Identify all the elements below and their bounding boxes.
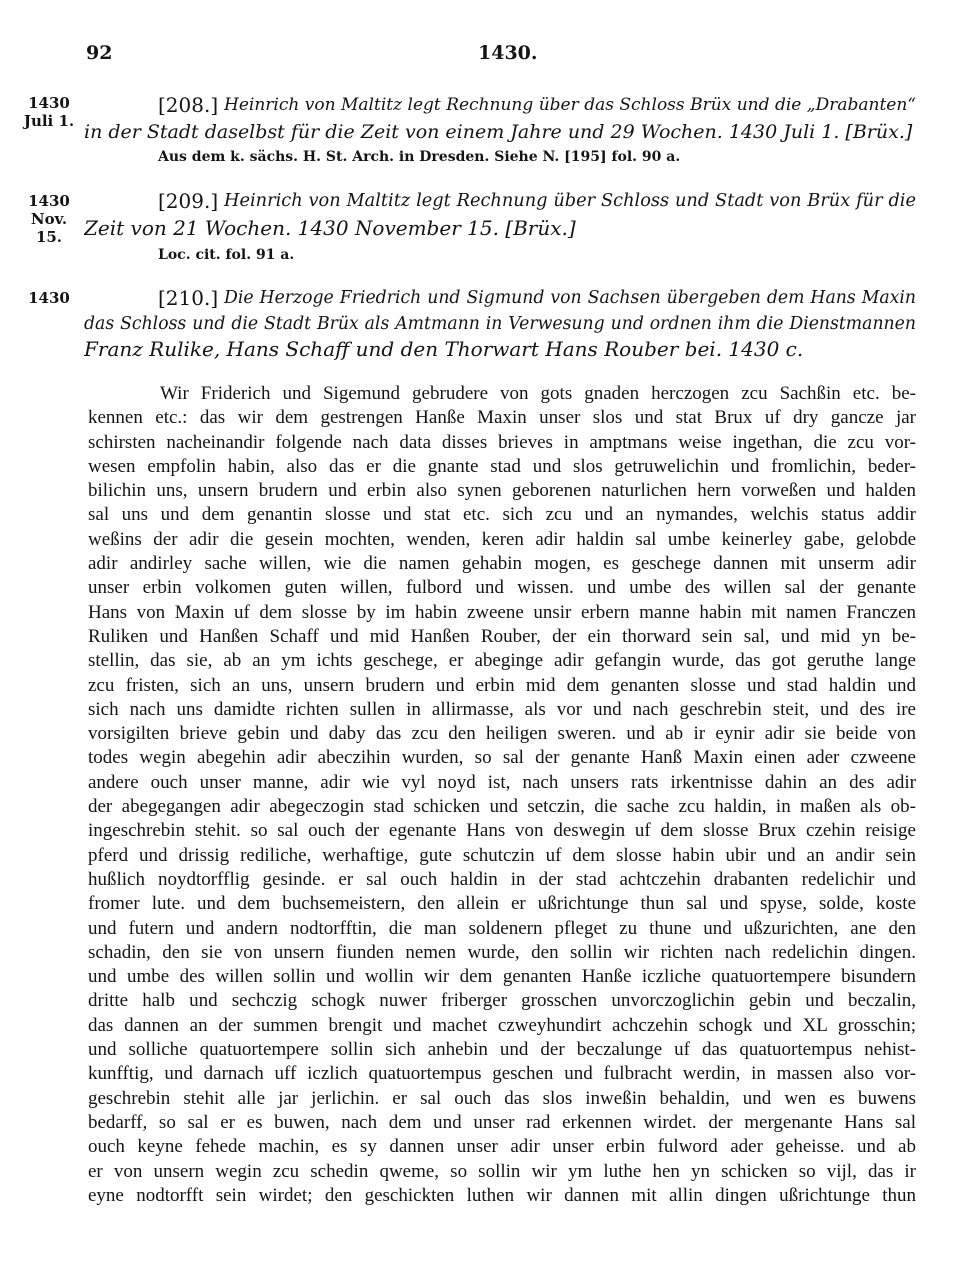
regest (84, 285, 916, 362)
regest-line: in der Stadt daselbst für die Zeit von einem Jahre und 29 Wochen. 1430 Juli 1. [Brüx.] (84, 121, 913, 143)
margin-year: 1430 (28, 192, 70, 210)
margin-day: Juli 1. (23, 112, 75, 130)
text-line: pferd und drissig rediliche, werhaftige, gute schutczin uf dem slosse habin ubir und an andir sein (88, 844, 916, 866)
text-line: stellin, das sie, ab an ym ichts geschege, er abeginge adir gefangin wurde, das got geruthe lange (88, 650, 916, 672)
entry-number: [209.] (158, 189, 219, 213)
margin-year: 1430 (28, 94, 70, 112)
text-line: hußlich noydtorfflig gesinde. er sal ouch haldin in der stad achtczehin drabanten redelichir und (88, 868, 916, 890)
text-line: kennen etc.: das wir dem gestrengen Hanße Maxin unser slos und stat Brux uf dry gancze jar (88, 407, 916, 429)
text-line: eyne nodtorfft sein wirdet; den geschickten luthen wir dannen mit allin dingen ußrichtunge thun (88, 1184, 916, 1206)
text-line: das dannen an der summen brengit und machet czweyhundirt achczehin schogk und XL grosschin; (88, 1014, 916, 1036)
text-line: weßins der adir die gesein mochten, wenden, keren adir haldin sal umbe keinerley gabe, gelobde (88, 528, 916, 550)
margin-date (18, 94, 80, 130)
entry-number: [210.] (158, 286, 219, 310)
text-line: fromer lute. und dem buchsemeistern, den allein er ußrichtunge thun sal und spyse, solde, koste (88, 893, 916, 915)
source-note: Aus dem k. sächs. H. St. Arch. in Dresden. Siehe N. [195] fol. 90 a. (158, 149, 681, 165)
charter-text (88, 382, 916, 1208)
text-line: unser erbin volkomen guten willen, fulbord und wissen. und umbe des willen sal der genante (88, 577, 916, 599)
regest (84, 188, 916, 242)
text-line: und futern und andern nodtorfftin, die man soldenern pfleget zu thune und ußzurichten, ane den (88, 917, 916, 939)
regest-line: Heinrich von Maltitz legt Rechnung über Schloss und Stadt von Brüx für die (224, 191, 916, 211)
text-line: bilichin uns, unsern brudern und erbin also synen geborenen naturlichen hern vorweßen und halden (88, 480, 916, 502)
running-head-year: 1430. (478, 42, 538, 64)
regest-line: Die Herzoge Friedrich und Sigmund von Sachsen übergeben dem Hans Maxin (224, 288, 916, 308)
text-line: bedarff, so sal er es buwen, nach dem und unser rad erkennen wirdet. der mergenante Hans sal (88, 1111, 916, 1133)
text-line: schadin, den sie von unsern fiunden nemen wurde, den sollin wir richten nach redelichin dingen. (88, 941, 916, 963)
regest-line: Zeit von 21 Wochen. 1430 November 15. [Brüx.] (84, 216, 576, 240)
text-line: sich nach uns damidte richten sullen in allirmasse, als vor und nach geschrebin steit, und des ire (88, 698, 916, 720)
text-line: schirsten nacheinandir folgende nach data disses brieves in amptmans weise ingethan, die zcu vor- (88, 431, 916, 453)
text-line: ingeschrebin stehit. so sal ouch der egenante Hans von deswegin uf dem slosse Brux czehin reisige (88, 820, 916, 842)
text-line: kunfftig, und darnach uff iczlich quatuortempus geschen und fulbracht werdin, in massen also vor- (88, 1063, 916, 1085)
entry-number: [208.] (158, 93, 219, 117)
margin-date (18, 289, 80, 307)
text-line: zcu fristen, sich an uns, unsern brudern und erbin mid dem genanten slosse und stad haldin und (88, 674, 916, 696)
text-line: sal uns und dem genantin slosse und stat etc. sich zcu und an nymandes, welchis status addir (88, 504, 916, 526)
text-line: todes wegin abegehin adir abeczihin wurden, so sal der genante Hanß Maxin einen ader czweene (88, 747, 916, 769)
text-line: geschrebin stehit alle jar jerlichin. er sal ouch das slos inweßin behaldin, und wen es buwens (88, 1087, 916, 1109)
margin-year: 1430 (28, 289, 70, 307)
text-line: und solliche quatuortempere sollin sich anhebin und der beczalunge uf das quatuortempus nehist- (88, 1039, 916, 1061)
text-line: ouch keyne fehede machin, es sy dannen unser adir unser erbin fulword ader geheisse. und ab (88, 1136, 916, 1158)
source-note: Loc. cit. fol. 91 a. (158, 247, 295, 263)
text-line: Hans von Maxin uf dem slosse by im habin zweene unsir erbern manne habin mit namen Franczen (88, 601, 916, 623)
text-line: Ruliken und Hanßen Schaff und mid Hanßen Rouber, der ein thorward sein sal, und mid yn be- (88, 625, 916, 647)
text-line: dritte halb und sechczig schogk nuwer friberger grosschen unvorczoglichin gebin und beczalin, (88, 990, 916, 1012)
margin-date (18, 192, 80, 246)
regest-line: das Schloss und die Stadt Brüx als Amtmann in Verwesung und ordnen ihm die Dienstmannen (84, 314, 916, 334)
margin-day: Nov. 15. (30, 210, 68, 246)
text-line: der abegegangen adir abegeczogin stad schicken und setczin, die sache zcu haldin, in maßen als ob- (88, 796, 916, 818)
regest-line: Heinrich von Maltitz legt Rechnung über das Schloss Brüx und die „Drabanten“ (224, 95, 916, 115)
text-line: vorsigilten brieve gebin und daby das zcu den heiligen sweren. und ab ir eynir adir sie beide von (88, 723, 916, 745)
text-line: Wir Friderich und Sigemund gebrudere von gots gnaden herczogen zcu Sachßin etc. be- (160, 383, 916, 404)
text-line: wesen empfolin habin, also das er die gnante stad und slos getruwelichin und fromlichin, beder- (88, 455, 916, 477)
regest (84, 92, 916, 146)
text-line: andere ouch unser manne, adir wie vyl noyd ist, nach unsers rats irkentnisse dahin an des adir (88, 771, 916, 793)
text-line: adir andirley sache willen, wie die namen gehabin mogen, es geschege dannen mit unserm adir (88, 553, 916, 575)
page-number: 92 (86, 42, 113, 64)
text-line: er von unsern wegin zcu schedin qweme, so sollin wir ym luthe hen yn schicken so vijl, das ir (88, 1160, 916, 1182)
text-line: und umbe des willen sollin und wollin wir dem genanten Hanße iczliche quatuortempere bisundern (88, 966, 916, 988)
regest-line: Franz Rulike, Hans Schaff und den Thorwart Hans Rouber bei. 1430 c. (84, 337, 804, 361)
